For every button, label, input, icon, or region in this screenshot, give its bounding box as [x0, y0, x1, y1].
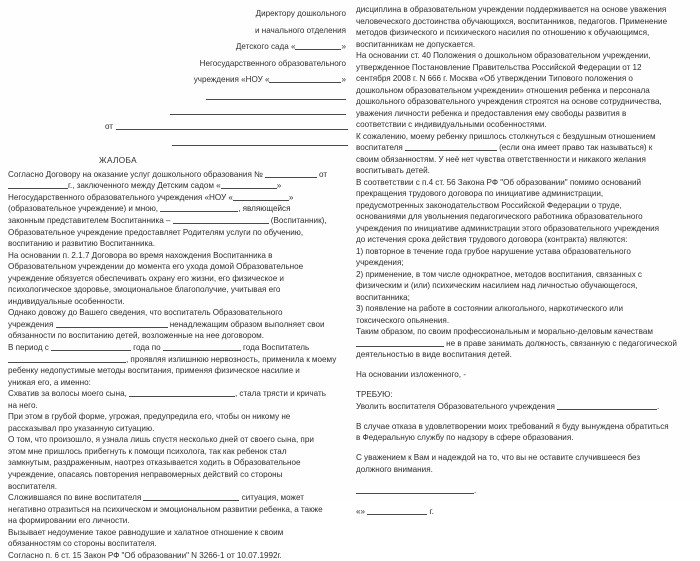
text-run: На основании ст. 40 Положения о дошкольном образовательном учреждении,: [356, 51, 651, 60]
quote-close-1: »: [341, 42, 346, 52]
paragraph: [8, 342, 348, 388]
text-run: рассказывал про указанную ситуацию.: [8, 423, 155, 433]
text-run: С уважением к Вам и надеждой на то, что вы не оставите случившееся без: [356, 453, 641, 462]
date-line: [356, 506, 694, 518]
date-close-quote: »: [360, 506, 366, 516]
text-run: на него.: [8, 400, 38, 410]
text-run: 1) повторное в течение года грубое нарушение устава образовательного: [356, 246, 631, 256]
text-run: воспитателя.: [8, 481, 57, 491]
paragraph: [356, 4, 694, 50]
text-run: учреждения;: [356, 258, 404, 267]
paragraph: [356, 369, 694, 381]
addressee-line-1: Директору дошкольного: [255, 9, 346, 18]
addressee-blank-line-2: [8, 104, 346, 119]
from-row-2: [8, 135, 348, 150]
text-run: В соответствии с п.4 ст. 56 Закона РФ "Об образовании" помимо оснований: [356, 177, 642, 187]
fill-in-blank[interactable]: [8, 180, 68, 189]
text-run: В период с: [8, 342, 52, 352]
paragraph: [8, 250, 348, 308]
fill-in-blank[interactable]: [557, 401, 660, 411]
left-body: [8, 169, 348, 561]
addressee-line-3: [8, 39, 346, 56]
fill-in-blank[interactable]: [129, 388, 235, 397]
fill-in-blank[interactable]: [265, 169, 317, 178]
text-run: »: [276, 181, 282, 191]
text-run: К сожалению, моему ребенку пришлось столкнуться с бездушным отношением: [356, 131, 656, 141]
paragraph: [8, 550, 348, 561]
paragraph: [8, 411, 348, 434]
paragraph: [356, 303, 694, 326]
text-run: (Воспитанник),: [268, 215, 327, 225]
fill-in-blank[interactable]: [163, 342, 241, 351]
text-run: Таким образом, по своим профессиональным и морально-деловым качествам: [356, 327, 653, 336]
text-run: Согласно п. 6 ст. 15 Закон РФ "Об образовании" N 3266-1 от 10.07.1992г.: [8, 550, 282, 560]
text-run: , стала трясти и кричать: [235, 389, 326, 399]
fill-in-blank[interactable]: [233, 192, 289, 201]
text-run: Уволить воспитателя Образовательного учреждения: [356, 401, 558, 411]
fill-in-blank[interactable]: [8, 354, 126, 363]
paragraph: [8, 307, 348, 342]
text-run: года по: [131, 342, 163, 352]
paragraph: [356, 389, 694, 401]
text-run: от: [316, 169, 328, 179]
text-run: воспитателя: [356, 143, 405, 152]
text-run: дошкольного образовательного учреждения строятся на основе сотрудничества,: [356, 97, 662, 106]
text-run: должного внимания.: [356, 464, 433, 474]
text-run: Негосударственного образовательного учреждения «НОУ «: [8, 192, 233, 202]
text-run: обязанностям со стороны воспитателя.: [8, 539, 157, 549]
paragraph: [8, 169, 348, 250]
institution-name-blank[interactable]: [269, 74, 341, 83]
text-run: физическим и (или) психическим насилием над личностью обучающегося,: [356, 281, 638, 290]
date-blank[interactable]: [367, 506, 427, 515]
year-mark: г.: [429, 506, 434, 516]
paragraph: [8, 434, 348, 492]
paragraph: [356, 131, 694, 177]
text-run: года Воспитатель: [240, 342, 310, 352]
quote-close-2: »: [341, 75, 346, 85]
signature-trailing: .: [474, 486, 477, 495]
text-run: На основании изложенного, -: [356, 370, 466, 379]
paragraph: [356, 269, 694, 304]
addressee-line-5-text: учреждения «НОУ «: [193, 75, 270, 85]
paragraph: [356, 452, 694, 475]
text-run: Образовательном учреждении до момента его ухода домой Образовательное: [8, 262, 304, 272]
text-run: ребенку недопустимые методы воспитания, применяя физическое насилие и: [8, 366, 300, 376]
text-run: этом мне пришлось прибегнуть к помощи психолога, так как ребенок стал: [8, 446, 287, 456]
text-run: ситуация, может: [239, 493, 304, 503]
paragraph: [356, 177, 694, 246]
text-run: В случае отказа в удовлетворении моих требований я буду вынуждена обратиться: [356, 421, 669, 431]
from-rule-1[interactable]: [116, 122, 348, 130]
text-run: Образовательное учреждение предоставляет Родителям услуги по обучению,: [8, 227, 304, 237]
text-run: учреждение, опасаясь повторения неправомерных действий со стороны: [8, 470, 283, 479]
fill-in-blank[interactable]: [356, 338, 444, 347]
text-run: законным представителем Воспитанника –: [8, 215, 173, 225]
text-run: воспитывать детей.: [356, 166, 430, 175]
text-run: воспитанникам не допускается.: [356, 39, 476, 49]
text-run: Однако довожу до Вашего сведения, что воспитатель Образовательного: [8, 308, 283, 318]
fill-in-blank[interactable]: [56, 319, 168, 328]
from-row: [8, 119, 348, 134]
text-run: обязанности по воспитанию детей, возложенные на нее договором.: [8, 331, 264, 341]
text-run: При этом в грубой форме, угрожая, предупредила его, чтобы он никому не: [8, 412, 291, 422]
text-run: ненадлежащим образом выполняет свои: [167, 319, 325, 329]
addressee-line-2: и начального отделения: [254, 25, 346, 35]
text-run: деятельностью в виде воспитания детей.: [356, 350, 512, 359]
text-run: учреждения: [8, 319, 56, 329]
text-run: Сложившаяся по вине воспитателя: [8, 493, 144, 503]
text-run: учреждение обязуется обеспечивать охрану его жизни, его физическое и: [8, 273, 284, 283]
text-run: На основании п. 2.1.7 Договора во время нахождения Воспитанника в: [8, 250, 273, 260]
from-rule-2[interactable]: [172, 138, 348, 146]
text-run: уважения личности ребенка и предоставления ему свободы развития в: [356, 108, 627, 118]
text-run: не в праве занимать должность, связанную с педагогической: [444, 338, 677, 348]
text-run: Согласно Договору на оказание услуг дошкольного образования №: [8, 169, 265, 179]
text-run: »: [288, 192, 294, 202]
text-run: унижая его, а именно:: [8, 377, 91, 387]
text-run: (образовательное учреждение) и мною,: [8, 204, 161, 214]
paragraph: [8, 388, 348, 411]
fill-in-blank[interactable]: [173, 215, 269, 224]
paragraph: [356, 326, 694, 361]
text-run: , являющейся: [238, 204, 291, 214]
page-title: ЖАЛОБА: [99, 155, 137, 165]
text-run: дошкольном образовательном учреждении» отношения ребенка и персонала: [356, 85, 650, 95]
text-run: индивидуальные особенности.: [8, 296, 125, 306]
text-run: Схватив за волосы моего сына,: [8, 389, 130, 399]
text-run: своим обязанностям. У неё нет чувства ответственности и никакого желания: [356, 154, 646, 164]
from-label: от: [104, 122, 113, 132]
paragraph: [8, 527, 348, 550]
text-run: прекращения трудового договора по инициативе администрации,: [356, 189, 604, 198]
addressee-line-5: [8, 72, 346, 89]
text-run: 3) появление на работе в состоянии алкогольного, наркотического или: [356, 304, 624, 313]
paragraph: [356, 421, 694, 444]
paragraph: [8, 492, 348, 527]
kindergarten-name-blank[interactable]: [295, 41, 341, 50]
text-run: воспитанника;: [356, 292, 410, 302]
text-run: , проявляя излишнюю нервозность, применила к моему: [126, 354, 337, 364]
addressee-line-3-text: Детского сада «: [235, 42, 296, 52]
text-run: .: [657, 401, 660, 411]
paragraph: [356, 246, 694, 269]
text-run: 2) применение, в том числе однократное, методов воспитания, связанных с: [356, 269, 642, 279]
text-run: токсического опьянения.: [356, 315, 450, 325]
paragraph: [356, 50, 694, 131]
text-run: на формировании его личности.: [8, 516, 130, 526]
addressee-block: [8, 0, 348, 119]
text-run: основаниями для увольнения педагогического работника образовательного: [356, 212, 643, 221]
text-run: дисциплина в образовательном учреждении поддерживается на основе уважения: [356, 5, 667, 14]
text-run: О том, что произошло, я узнала лишь спустя несколько дней от своего сына, при: [8, 435, 314, 445]
text-run: предусмотренных законодательством Российской Федерации о труде,: [356, 200, 622, 210]
text-run: замкнутым, раздраженным, наотрез отказывается ходить в Образовательное: [8, 458, 301, 468]
text-run: сентября 2008 г. N 666 г. Москва «Об утверждении Типового положения о: [356, 74, 633, 83]
text-run: негативно отразиться на психическом и эмоциональном развитии ребенка, а также: [8, 504, 323, 514]
text-run: воспитанию и развитию Воспитанника.: [8, 239, 156, 249]
paragraph: [356, 401, 694, 413]
right-body: [356, 0, 694, 475]
text-run: Вызывает недоумение такое равнодушие и халатное отношение к своим: [8, 527, 284, 537]
text-run: утвержденное Постановление Правительства Российской Федерации от 12: [356, 62, 642, 72]
text-run: человеческого достоинства обучающихся, воспитанников, педагогов. Применение: [356, 16, 668, 26]
fill-in-blank[interactable]: [160, 203, 238, 212]
addressee-rule-1[interactable]: [206, 92, 346, 100]
addressee-rule-2[interactable]: [170, 107, 346, 115]
right-column: [352, 0, 700, 516]
signature-line: [356, 485, 694, 497]
addressee-line-4: Негосударственного образовательного: [199, 58, 346, 68]
fill-in-blank[interactable]: [221, 180, 277, 189]
text-run: психологическое здоровье, эмоциональное благополучие, учитывая его: [8, 285, 281, 295]
text-run: учреждения по инициативе администрации этого образовательного учреждения: [356, 223, 660, 233]
fill-in-blank[interactable]: [405, 142, 497, 151]
fill-in-blank[interactable]: [51, 342, 131, 351]
text-run: методов физического и психического насилия по отношению к обучающимся,: [356, 28, 650, 37]
addressee-blank-line-1: [8, 89, 346, 104]
date-open-quote: «: [356, 506, 361, 516]
text-run: в Федеральную службу по надзору в сфере образования.: [356, 433, 574, 442]
text-run: г., заключенного между Детским садом «: [68, 181, 221, 191]
text-run: соответствии с индивидуальными особенностями.: [356, 120, 547, 129]
text-run: до истечения срока действия трудового договора (контракта) являются:: [356, 235, 628, 244]
text-run: ТРЕБУЮ:: [356, 390, 393, 399]
signature-rule[interactable]: [356, 486, 477, 495]
text-run: (если она имеет право так называться) к: [496, 143, 653, 152]
